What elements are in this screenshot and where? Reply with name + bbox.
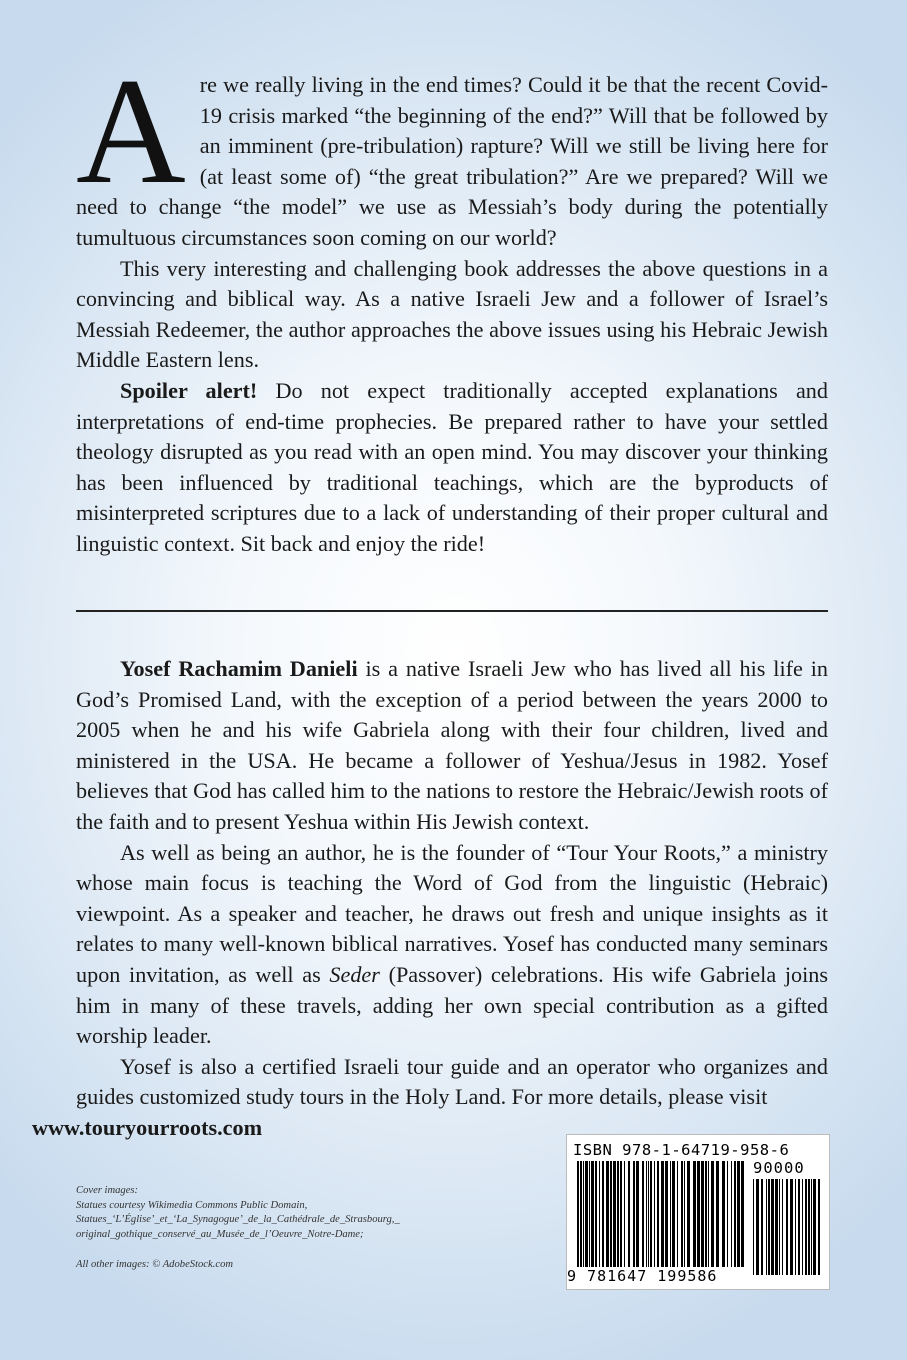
barcode-bar: [665, 1161, 668, 1267]
barcode-bar: [786, 1179, 788, 1275]
bio-paragraph-2-text-b: (Passover) celebrations. His wife Gabriela joins him in many of these travels, adding her own special contribution as a gifted worship leader.: [76, 961, 828, 1049]
barcode-bar: [595, 1161, 597, 1267]
barcode-bar: [775, 1179, 778, 1275]
addon-code: 90000: [753, 1159, 805, 1177]
barcode-bar: [711, 1161, 714, 1267]
barcode-bar: [670, 1161, 671, 1267]
spoiler-alert-label: Spoiler alert!: [120, 377, 258, 403]
blurb-paragraph-3: [76, 376, 828, 560]
barcode-bar: [646, 1161, 647, 1267]
barcode-bar: [591, 1161, 594, 1267]
barcode-bar: [589, 1161, 590, 1267]
credits-line-4: original_gothique_conservé_au_Musée_de_l’Oeuvre_Notre-Dame;: [76, 1228, 364, 1240]
barcode-bar: [684, 1161, 685, 1267]
seder-term: Seder: [329, 961, 380, 987]
barcode-bar: [768, 1179, 770, 1275]
drop-cap: A: [76, 47, 186, 215]
barcode-bar: [756, 1179, 759, 1275]
barcode-bar: [672, 1161, 675, 1267]
barcode-bar: [624, 1161, 625, 1267]
bio-paragraph-1: [76, 654, 828, 838]
barcode-bar: [677, 1161, 678, 1267]
barcode-bar: [818, 1179, 820, 1275]
book-blurb: [76, 47, 828, 560]
author-bio: [32, 654, 828, 1144]
barcode-bar: [716, 1161, 719, 1267]
credits-line-1: Cover images:: [76, 1185, 139, 1196]
barcode-bar: [654, 1161, 655, 1267]
barcode-bar: [657, 1161, 659, 1267]
barcode-bar: [753, 1179, 754, 1275]
barcode-bar: [727, 1161, 728, 1267]
bio-paragraph-3: [32, 1052, 828, 1144]
image-credits: [76, 1184, 456, 1273]
blurb-paragraph-3-text: Do not expect traditionally accepted explanations and interpretations of end-time prophecies. Be prepared rather to have your settled theology disrupted as you read with an open mind. You may discover your thinking has been influenced by traditional teachings, which are the byproducts of misinterpreted scriptures due to a lack of understanding of their proper cultural and linguistic context. Sit back and enjoy the ride!: [76, 377, 828, 556]
barcode-bar: [766, 1179, 767, 1275]
barcode-bar: [577, 1161, 579, 1267]
barcode-bar: [805, 1179, 807, 1275]
barcode-bar: [771, 1179, 774, 1275]
barcode-bar: [708, 1161, 709, 1267]
bio-paragraph-2-text-a: As well as being an author, he is the founder of “Tour Your Roots,” a ministry whose main focus is teaching the Word of God from the linguistic (Hebraic) viewpoint. As a speaker and teacher, he draws out fresh and unique insights as it relates to many well-known biblical narratives. Yosef has conducted many seminars upon invitation, as well as: [76, 839, 828, 987]
blurb-paragraph-1: re we really living in the end times? Could it be that the recent Covid-19 crisis marked “the beginning of the end?” Will that be followed by an imminent (pre-tribulation) rapture? Will we still be living here for (at least some of) “the great tribulation?” Are we prepared? Will we need to change “the model” we use as Messiah’s body during the potentially tumultuous circumstances soon coming on our world?: [76, 72, 828, 250]
barcode-bar: [761, 1179, 763, 1275]
isbn-barcode: [566, 1134, 830, 1290]
section-divider: [76, 610, 828, 612]
barcode-bar: [613, 1161, 616, 1267]
barcode-bar: [681, 1161, 683, 1267]
barcode-bar: [648, 1161, 649, 1267]
barcode-bar: [650, 1161, 652, 1267]
credits-line-3: Statues_‘L’Église’_et_‘La_Synagogue’_de_la_Cathédrale_de_Strasbourg,_: [76, 1214, 400, 1226]
credits-line-2: Statues courtesy Wikimedia Commons Public Domain,: [76, 1199, 308, 1211]
barcode-bar: [705, 1161, 707, 1267]
addon-barcode-bars: [753, 1179, 821, 1275]
barcode-bar: [795, 1179, 796, 1275]
barcode-bar: [687, 1161, 690, 1267]
ean-code: 9 781647 199586: [567, 1267, 718, 1285]
barcode-bar: [808, 1179, 810, 1275]
barcode-bar: [628, 1161, 630, 1267]
barcode-bar: [617, 1161, 619, 1267]
barcode-bar: [737, 1161, 740, 1267]
bio-paragraph-3-text: Yosef is also a certified Israeli tour guide and an operator who organizes and guides customized study tours in the Holy Land. For more details, please visit: [76, 1053, 828, 1110]
barcode-bar: [697, 1161, 700, 1267]
barcode-bar: [779, 1179, 780, 1275]
barcode-bar: [813, 1179, 816, 1275]
barcode-bar: [580, 1161, 582, 1267]
bio-paragraph-2: [76, 838, 828, 1052]
barcode-bar: [642, 1161, 644, 1267]
barcode-bar: [693, 1161, 696, 1267]
barcode-bar: [701, 1161, 704, 1267]
barcode-bar: [811, 1179, 812, 1275]
barcode-bar: [602, 1161, 604, 1267]
credits-line-5: All other images: © AdobeStock.com: [76, 1259, 234, 1271]
bio-paragraph-1-text: is a native Israeli Jew who has lived all his life in God’s Promised Land, with the exception of a period between the years 2000 to 2005 when he and his wife Gabriela along with their four children, lived and ministered in the USA. He became a follower of Yeshua/Jesus in 1982. Yosef believes that God has called him to the nations to restore the Hebraic/Jewish roots of the faith and to present Yeshua within His Jewish context.: [76, 656, 828, 834]
isbn-label: ISBN 978-1-64719-958-6: [573, 1141, 790, 1159]
barcode-bar: [661, 1161, 664, 1267]
barcode-bar: [731, 1161, 732, 1267]
barcode-bar: [606, 1161, 609, 1267]
barcode-bar: [722, 1161, 725, 1267]
barcode-bar: [798, 1179, 800, 1275]
barcode-bar: [585, 1161, 588, 1267]
barcode-bar: [734, 1161, 736, 1267]
ean-barcode-bars: [577, 1161, 745, 1267]
website-link[interactable]: www.touryourroots.com: [32, 1114, 263, 1140]
barcode-bar: [633, 1161, 635, 1267]
blurb-paragraph-2: This very interesting and challenging book addresses the above questions in a convincing and biblical way. As a native Israeli Jew and a follower of Israel’s Messiah Redeemer, the author approaches the above issues using his Hebraic Jewish Middle Eastern lens.: [76, 255, 828, 373]
barcode-bar: [802, 1179, 803, 1275]
barcode-bar: [620, 1161, 622, 1267]
barcode-bar: [790, 1179, 793, 1275]
author-name: Yosef Rachamim Danieli: [120, 656, 358, 681]
barcode-bar: [610, 1161, 612, 1267]
barcode-bar: [782, 1179, 783, 1275]
barcode-bar: [583, 1161, 584, 1267]
barcode-bar: [599, 1161, 600, 1267]
barcode-bar: [636, 1161, 639, 1267]
barcode-bar: [741, 1161, 744, 1267]
